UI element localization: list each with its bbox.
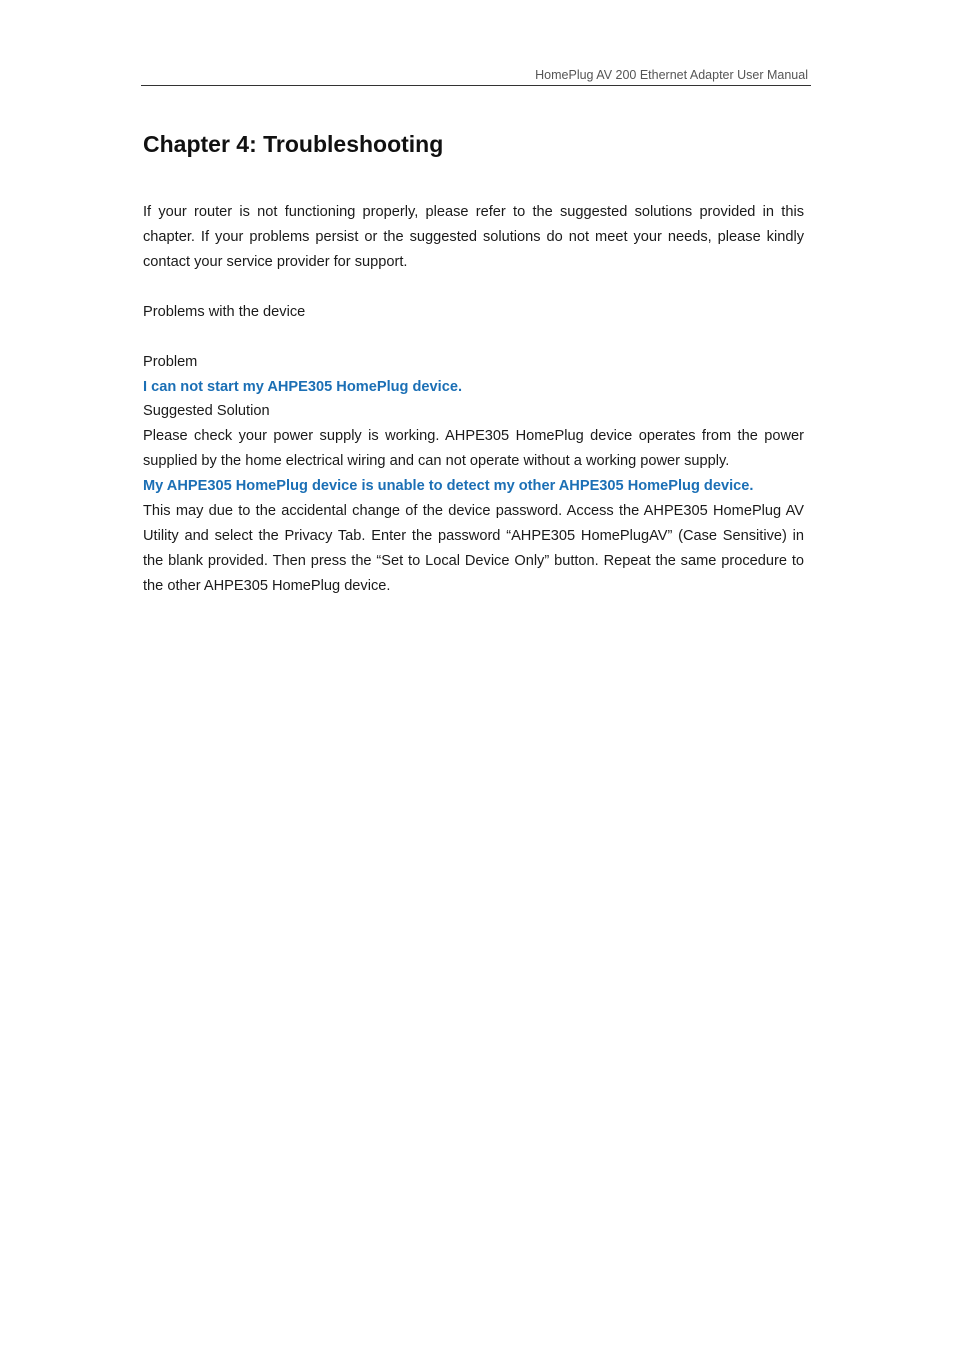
problem-1-heading: I can not start my AHPE305 HomePlug device. xyxy=(143,379,463,395)
solution-1-paragraph: Please check your power supply is working. AHPE305 HomePlug device operates from the power supplied by the home electrical wiring and can not operate without a working power supply. xyxy=(143,428,804,469)
section-heading: Problems with the device xyxy=(143,304,306,320)
solution-label: Suggested Solution xyxy=(143,403,270,419)
chapter-title: Chapter 4: Troubleshooting xyxy=(143,131,444,157)
problem-2-heading: My AHPE305 HomePlug device is unable to detect my other AHPE305 HomePlug device. xyxy=(143,478,754,494)
solution-2-paragraph: This may due to the accidental change of the device password. Access the AHPE305 HomePlug AV Utility and select the Privacy Tab. Enter the password “AHPE305 HomePlugAV” (Case Sensitive) in the blank provided. Then press the “Set to Local Device Only” button. Repeat the same procedure to the other AHPE305 HomePlug device. xyxy=(143,503,804,594)
intro-paragraph: If your router is not functioning properly, please refer to the suggested solutions provided in this chapter. If your problems persist or the suggested solutions do not meet your needs, please kindly contact your service provider for support. xyxy=(143,204,804,270)
problem-label: Problem xyxy=(143,354,198,370)
running-header: HomePlug AV 200 Ethernet Adapter User Manual xyxy=(141,66,811,86)
